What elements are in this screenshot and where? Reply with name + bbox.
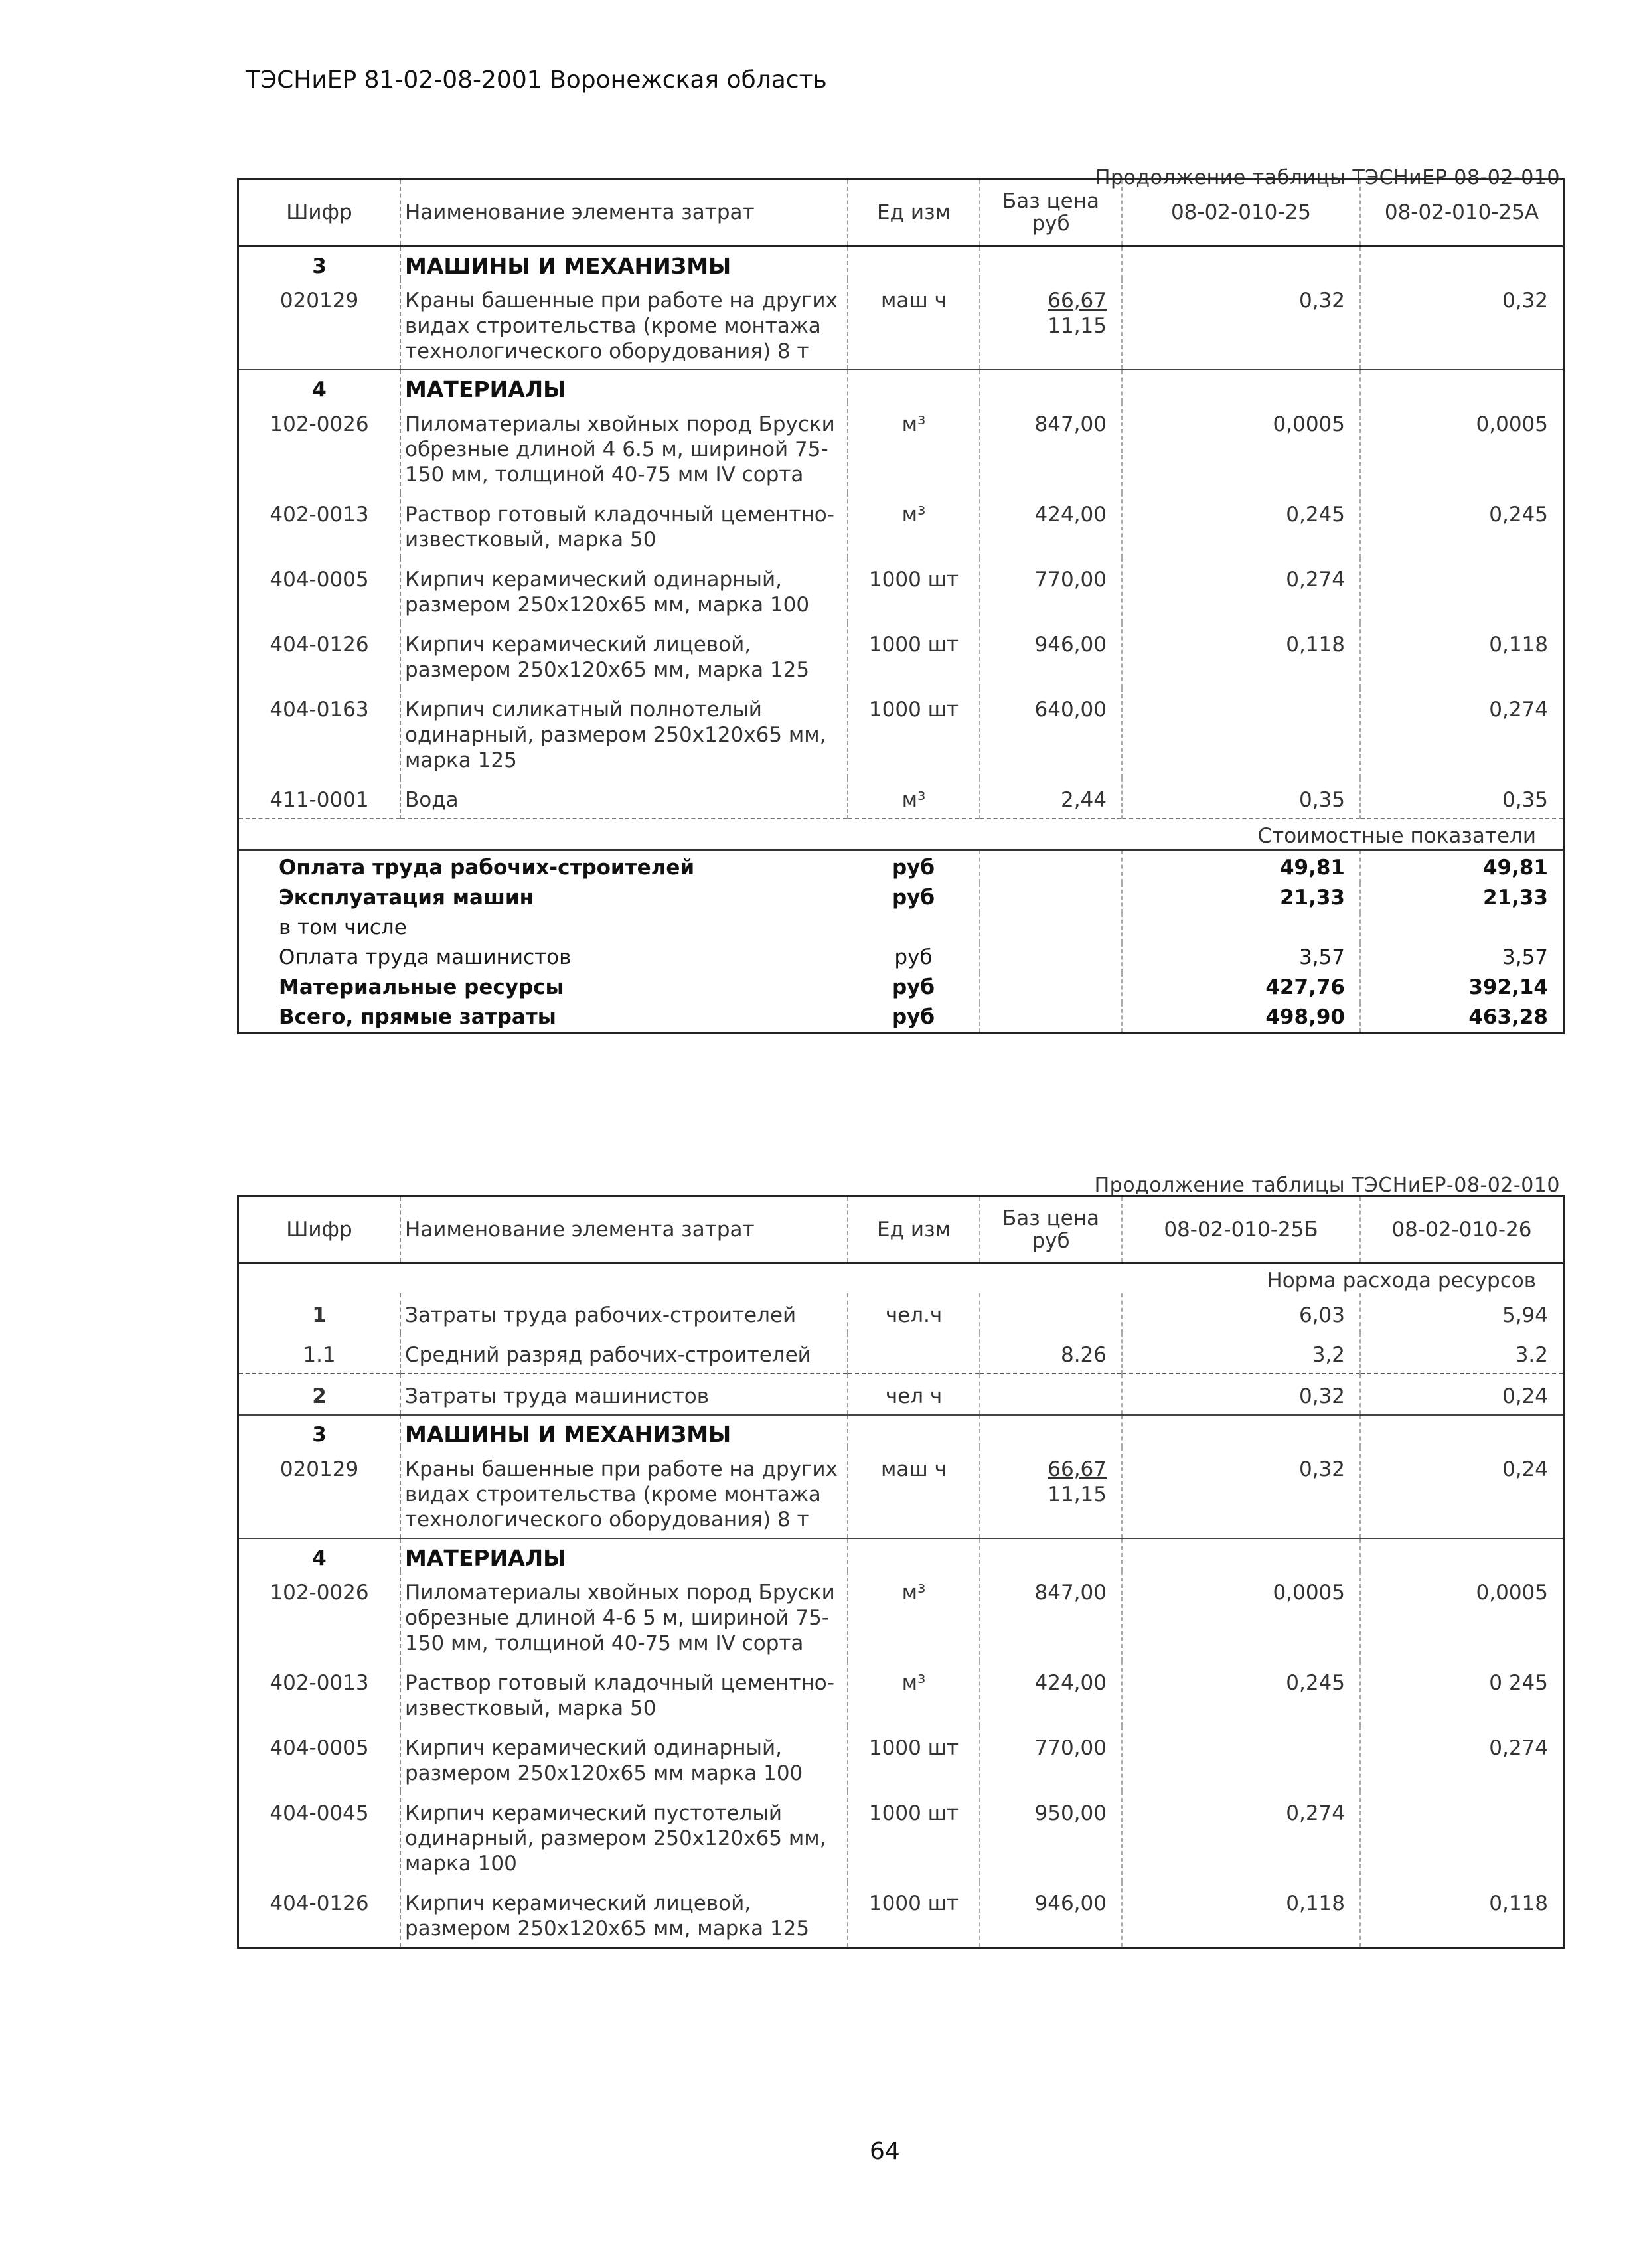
resource-unit: м³ [848,778,980,819]
norm-value: 0,245 [1489,503,1548,526]
resource-name: Средний разряд рабочих-строителей [400,1333,848,1374]
resource-name: Кирпич керамический лицевой, размером 250x120x65 мм, марка 125 [400,1882,848,1947]
base-price: 770,00 [980,1726,1122,1791]
empty-cell [1122,1415,1360,1447]
norm-value: 0 245 [1489,1671,1548,1695]
cost-unit: руб [848,850,980,884]
subheader-row [239,819,1563,850]
section-title: МАШИНЫ И МЕХАНИЗМЫ [400,1415,848,1447]
empty-cell [848,1415,980,1447]
empty-cell [1360,370,1563,402]
base-price-secondary: 11,15 [1048,314,1107,338]
cost-row [239,913,1563,943]
table-row [239,1661,1563,1726]
section-row [239,246,1563,280]
cost-label: Оплата труда рабочих-строителей [239,850,848,884]
column-header: 08-02-010-26 [1360,1197,1563,1263]
resource-code: 404-0005 [239,558,400,623]
norm-value: 0,24 [1502,1457,1548,1481]
section-title: МАТЕРИАЛЫ [400,1538,848,1571]
norm-value [1122,1726,1360,1791]
empty-cell [980,913,1122,943]
row-number: 1.1 [239,1333,400,1374]
subheader-label: Норма расхода ресурсов [239,1263,1563,1294]
column-header: Баз цена руб [980,1197,1122,1263]
section-row [239,1538,1563,1571]
norm-value: 0,32 [1122,1447,1360,1538]
norm-value: 0,0005 [1476,1581,1548,1605]
resource-name: Краны башенные при работе на других видах строительства (кроме монтажа технологического оборудования) 8 т [400,1447,848,1538]
resource-unit: маш ч [848,279,980,370]
resource-name: Краны башенные при работе на других видах строительства (кроме монтажа технологического оборудования) 8 т [400,279,848,370]
resource-name: Кирпич керамический пустотелый одинарный, размером 250x120x65 мм, марка 100 [400,1791,848,1882]
resource-name: Вода [400,778,848,819]
section-title: МАТЕРИАЛЫ [400,370,848,402]
subheader-row [239,1263,1563,1294]
base-price: 640,00 [980,688,1122,778]
table-row [239,279,1563,370]
base-price: 950,00 [980,1791,1122,1882]
resource-name: Кирпич силикатный полнотелый одинарный, размером 250x120x65 мм, марка 125 [400,688,848,778]
resource-code: 404-0005 [239,1726,400,1791]
resource-code: 404-0045 [239,1791,400,1882]
cost-value: 3,57 [1122,943,1360,973]
base-price-value: 66,67 [1048,289,1107,313]
cost-label: в том числе [279,916,407,939]
norm-value: 0,118 [1122,623,1360,688]
section-row [239,370,1563,402]
resource-unit: 1000 шт [848,558,980,623]
norm-value: 0,32 [1122,279,1360,370]
base-price: 946,00 [980,1882,1122,1947]
resource-unit: м³ [848,1571,980,1661]
resource-code: 404-0163 [239,688,400,778]
section-title: МАШИНЫ И МЕХАНИЗМЫ [400,246,848,280]
norm-value: 0,274 [1489,698,1548,722]
resource-unit: чел.ч [848,1293,980,1333]
cost-value: 21,33 [1122,883,1360,913]
table-row [239,1293,1563,1333]
column-header: 08-02-010-25А [1360,180,1563,246]
empty-cell [1360,246,1563,280]
resource-unit: 1000 шт [848,1791,980,1882]
norm-value: 3.2 [1515,1343,1548,1367]
base-price: 847,00 [980,402,1122,493]
norm-value: 6,03 [1122,1293,1360,1333]
norm-value [1122,688,1360,778]
cost-label: Оплата труда машинистов [279,945,572,969]
cost-unit: руб [848,1003,980,1032]
cost-unit: руб [848,883,980,913]
resource-name: Кирпич керамический одинарный, размером 250x120x65 мм, марка 100 [400,558,848,623]
resource-unit: м³ [848,493,980,558]
resource-unit: м³ [848,1661,980,1726]
cost-value: 49,81 [1360,850,1563,884]
resource-unit: 1000 шт [848,623,980,688]
table-row [239,1571,1563,1661]
cost-label: Всего, прямые затраты [279,1005,556,1029]
empty-cell [1360,1538,1563,1571]
resource-name: Пиломатериалы хвойных пород Бруски обрезные длиной 4-6 5 м, шириной 75-150 мм, толщиной 40-75 мм IV сорта [400,1571,848,1661]
resource-name: Раствор готовый кладочный цементно-известковый, марка 50 [400,1661,848,1726]
norm-value: 0,245 [1122,493,1360,558]
section-number: 4 [239,370,400,402]
empty-cell [980,370,1122,402]
cost-row [239,883,1563,913]
empty-cell [980,1538,1122,1571]
table-row [239,558,1563,623]
empty-cell [980,1415,1122,1447]
resource-code: 402-0013 [239,493,400,558]
cost-label: Эксплуатация машин [279,886,534,910]
resource-unit: м³ [848,402,980,493]
resource-code: 404-0126 [239,1882,400,1947]
column-header: Ед изм [848,180,980,246]
table-row [239,1882,1563,1947]
cost-unit: руб [848,973,980,1003]
empty-cell [980,973,1122,1003]
resource-code: 102-0026 [239,1571,400,1661]
base-price: 8.26 [980,1333,1122,1374]
table-row [239,1726,1563,1791]
table-row [239,1447,1563,1538]
cost-value [1360,913,1563,943]
norm-value: 0,35 [1122,778,1360,819]
table-row [239,402,1563,493]
empty-cell [1360,1415,1563,1447]
subheader-label: Стоимостные показатели [239,819,1563,850]
resource-name: Затраты труда машинистов [400,1374,848,1415]
norm-value: 0,24 [1360,1374,1563,1415]
resource-name: Пиломатериалы хвойных пород Бруски обрезные длиной 4 6.5 м, шириной 75-150 мм, толщиной 40-75 мм IV сорта [400,402,848,493]
empty-cell [848,370,980,402]
base-price [980,1447,1122,1538]
column-header: 08-02-010-25Б [1122,1197,1360,1263]
resource-name: Кирпич керамический одинарный, размером 250x120x65 мм марка 100 [400,1726,848,1791]
column-header: Шифр [239,180,400,246]
table1 [237,178,1565,1034]
cost-unit [848,913,980,943]
norm-value: 0,0005 [1122,402,1360,493]
resource-name: Затраты труда рабочих-строителей [400,1293,848,1333]
resource-code: 020129 [239,279,400,370]
table-row [239,623,1563,688]
resource-name: Кирпич керамический лицевой, размером 250x120x65 мм, марка 125 [400,623,848,688]
table-row [239,1333,1563,1374]
norm-value [1360,558,1563,623]
table-row [239,493,1563,558]
resource-code: 020129 [239,1447,400,1538]
norm-value: 0,35 [1502,788,1548,812]
base-price [980,279,1122,370]
norm-value: 0,0005 [1122,1571,1360,1661]
empty-cell [980,943,1122,973]
cost-value: 21,33 [1482,886,1548,910]
cost-unit: руб [848,943,980,973]
row-number: 2 [239,1374,400,1415]
table1-caption: Продолжение таблицы ТЭСНиЕР 08-02-010 [1095,166,1560,189]
column-header: Наименование элемента затрат [400,180,848,246]
table-row [239,1374,1563,1415]
norm-value: 0,32 [1502,289,1548,313]
resource-unit: 1000 шт [848,1882,980,1947]
empty-cell [980,850,1122,884]
resource-unit: маш ч [848,1447,980,1538]
table2 [237,1195,1565,1949]
section-row [239,1415,1563,1447]
table-row [239,778,1563,819]
cost-row [239,1003,1563,1032]
norm-value: 0,0005 [1476,412,1548,436]
cost-value: 3,57 [1502,945,1548,969]
resource-code: 404-0126 [239,623,400,688]
norm-value [1360,1791,1563,1882]
section-number: 3 [239,246,400,280]
table-row [239,688,1563,778]
norm-value: 0,32 [1122,1374,1360,1415]
column-header: Наименование элемента затрат [400,1197,848,1263]
norm-value: 0,118 [1122,1882,1360,1947]
resource-code: 402-0013 [239,1661,400,1726]
empty-cell [980,1003,1122,1032]
resource-unit: 1000 шт [848,1726,980,1791]
cost-value: 427,76 [1122,973,1360,1003]
norm-value: 0,245 [1122,1661,1360,1726]
base-price: 946,00 [980,623,1122,688]
empty-cell [980,883,1122,913]
base-price: 424,00 [980,493,1122,558]
column-header: Ед изм [848,1197,980,1263]
row-number: 1 [239,1293,400,1333]
cost-row [239,973,1563,1003]
base-price: 770,00 [980,558,1122,623]
base-price: 2,44 [980,778,1122,819]
base-price-value: 66,67 [1048,1457,1107,1481]
base-price: 847,00 [980,1571,1122,1661]
cost-row [239,943,1563,973]
cost-row [239,850,1563,884]
resource-name: Раствор готовый кладочный цементно-известковый, марка 50 [400,493,848,558]
cost-value [1122,913,1360,943]
empty-cell [1122,1538,1360,1571]
cost-value: 49,81 [1122,850,1360,884]
section-number: 4 [239,1538,400,1571]
column-header: 08-02-010-25 [1122,180,1360,246]
resource-unit: чел ч [848,1374,980,1415]
page-number: 64 [870,2138,900,2165]
empty-cell [848,246,980,280]
norm-value: 0,118 [1489,633,1548,657]
column-header: Шифр [239,1197,400,1263]
norm-value: 5,94 [1502,1303,1548,1327]
norm-value: 0,274 [1122,1791,1360,1882]
empty-cell [1122,246,1360,280]
resource-code: 411-0001 [239,778,400,819]
page-header: ТЭСНиЕР 81-02-08-2001 Воронежская область [246,66,827,94]
empty-cell [980,246,1122,280]
empty-cell [1122,370,1360,402]
norm-value: 3,2 [1122,1333,1360,1374]
base-price [980,1293,1122,1333]
empty-cell [848,1538,980,1571]
norm-value: 0,274 [1122,558,1360,623]
base-price: 424,00 [980,1661,1122,1726]
table2-caption: Продолжение таблицы ТЭСНиЕР-08-02-010 [1094,1174,1560,1197]
section-number: 3 [239,1415,400,1447]
resource-unit: 1000 шт [848,688,980,778]
base-price-secondary: 11,15 [1048,1483,1107,1506]
cost-label: Материальные ресурсы [279,975,564,999]
resource-unit [848,1333,980,1374]
norm-value: 0,274 [1489,1736,1548,1760]
base-price [980,1374,1122,1415]
resource-code: 102-0026 [239,402,400,493]
column-header: Баз цена руб [980,180,1122,246]
cost-value: 392,14 [1468,975,1548,999]
cost-value: 498,90 [1122,1003,1360,1032]
cost-value: 463,28 [1468,1005,1548,1029]
table-row [239,1791,1563,1882]
norm-value: 0,118 [1489,1892,1548,1915]
